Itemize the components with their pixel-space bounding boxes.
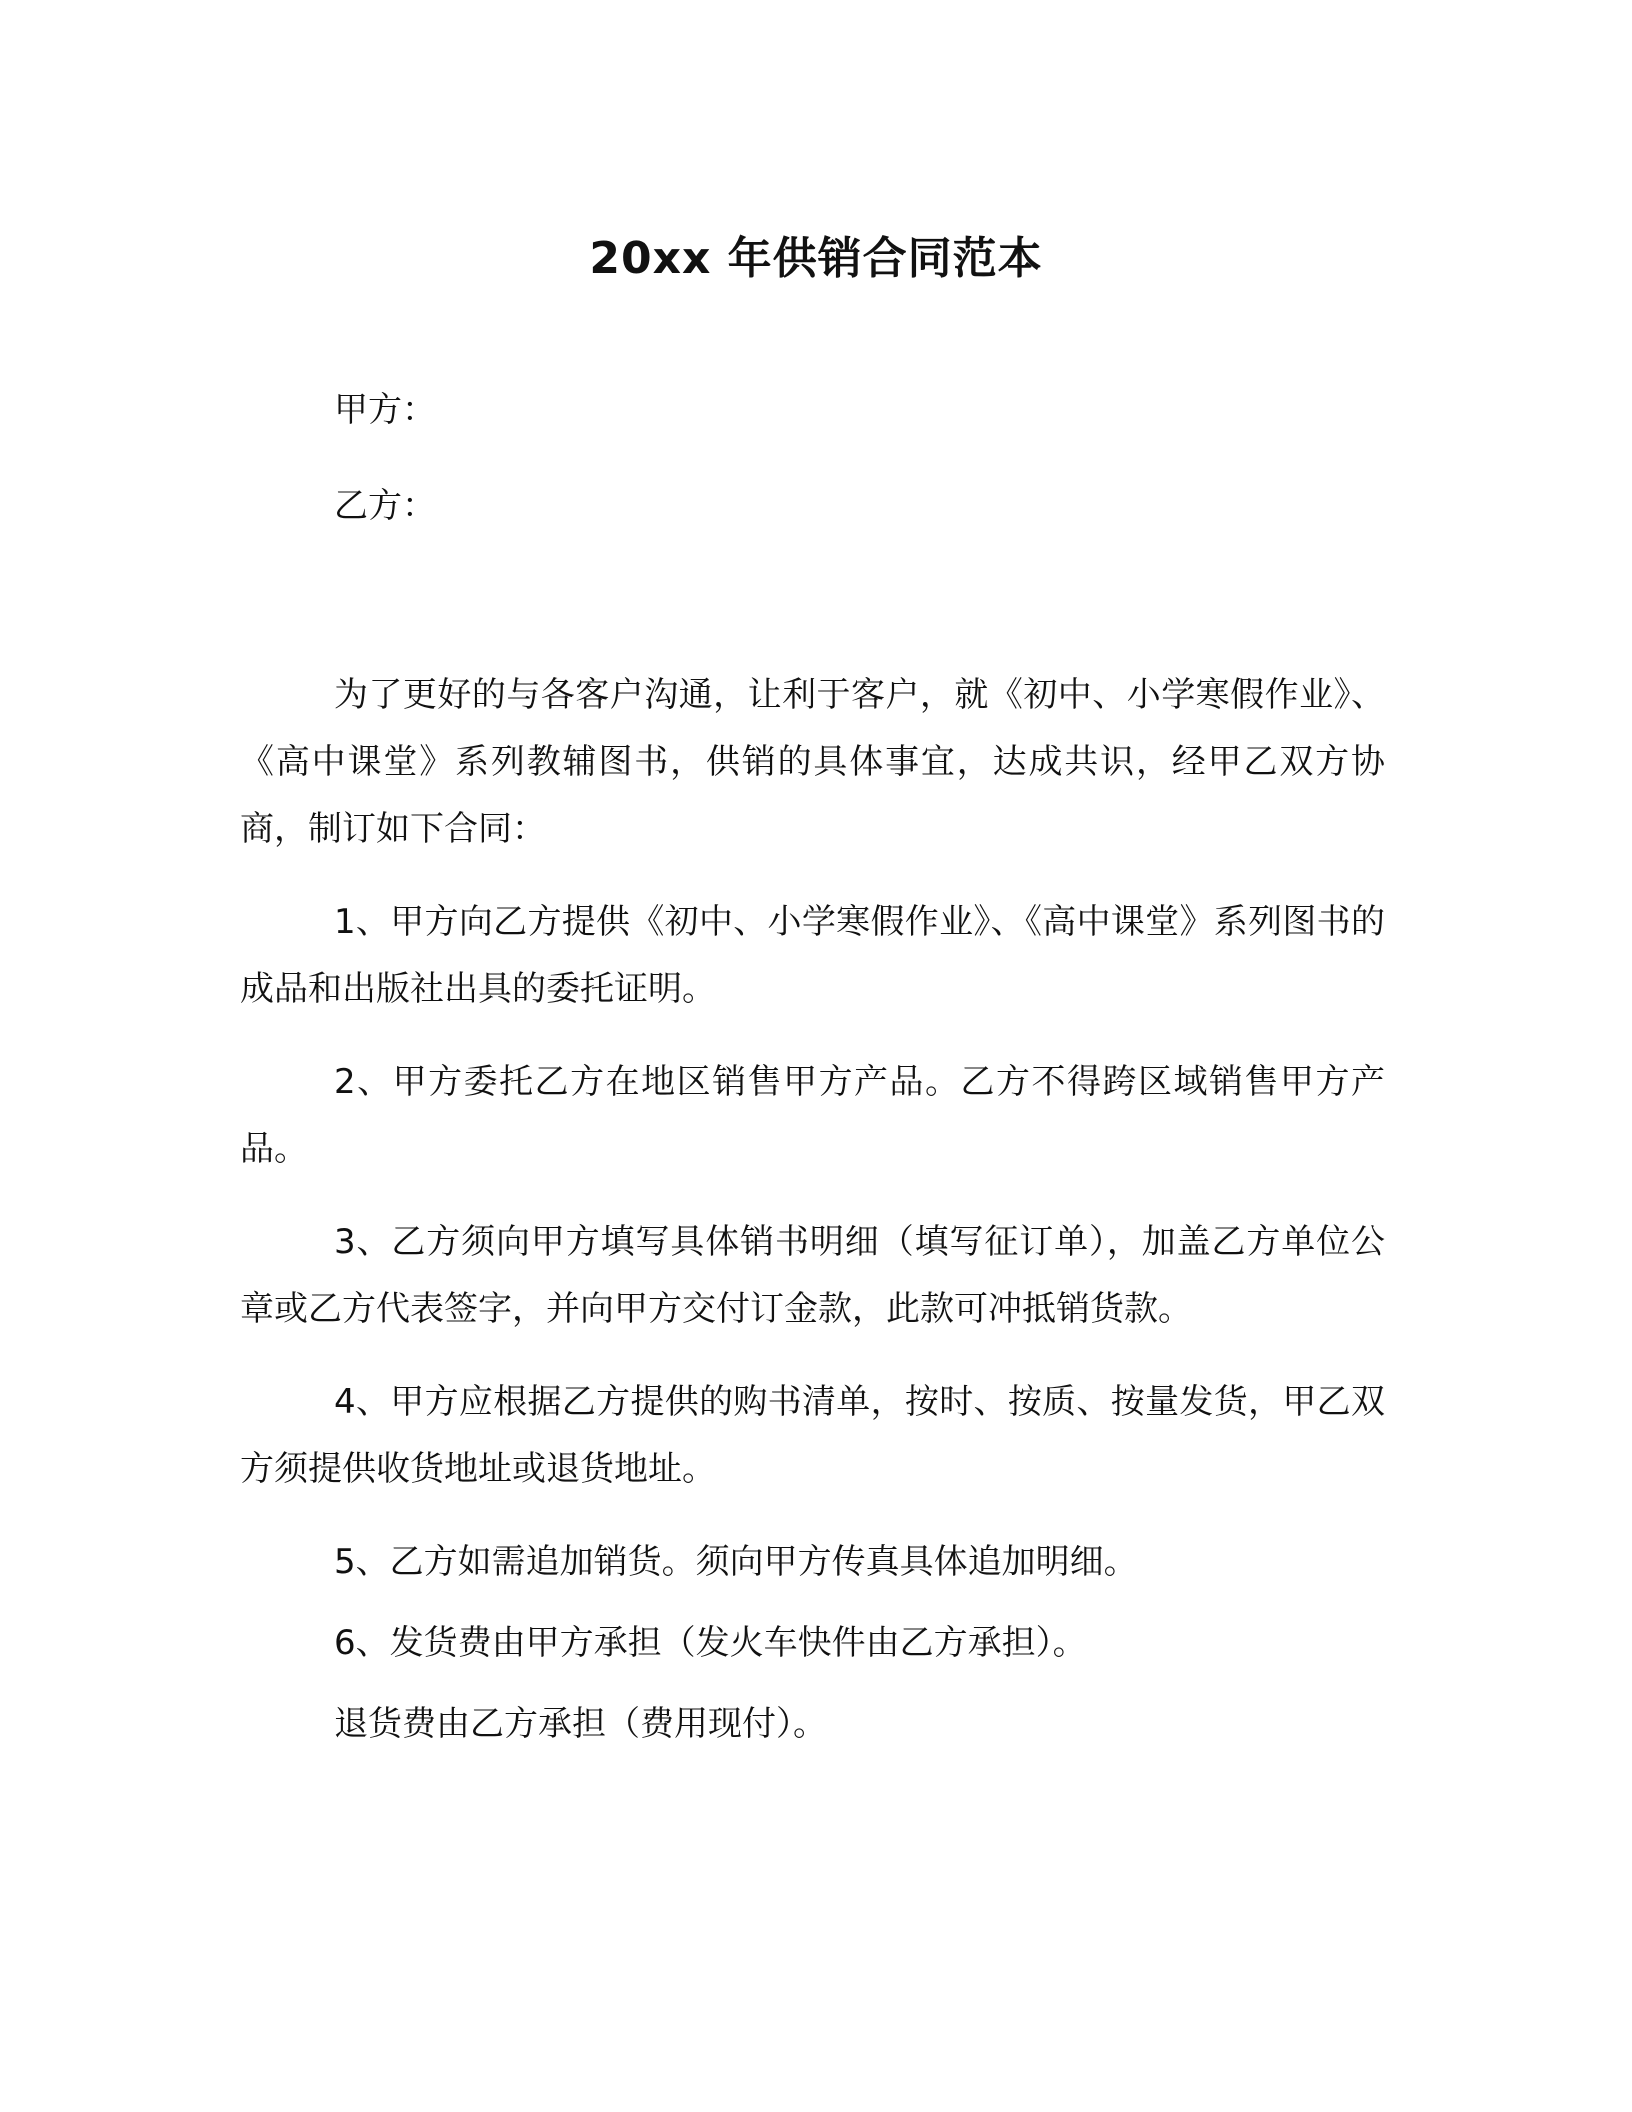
party-a-label: 甲方： [334,390,436,430]
clause-5: 5、乙方如需追加销货。须向甲方传真具体追加明细。 [334,1542,1138,1582]
clause-4: 4、甲方应根据乙方提供的购书清单，按时、按质、按量发货，甲乙双方须提供收货地址或退货地址。 [240,1382,1385,1489]
contract-body [240,662,1385,1784]
return-cost-paragraph: 退货费由乙方承担（费用现付）。 [334,1704,827,1744]
party-b-label: 乙方： [334,486,436,526]
clause-6: 6、发货费由甲方承担（发火车快件由乙方承担）。 [334,1623,1087,1663]
clause-1: 1、甲方向乙方提供《初中、小学寒假作业》、《高中课堂》系列图书的成品和出版社出具的委托证明。 [240,902,1385,1009]
intro-paragraph: 为了更好的与各客户沟通，让利于客户，就《初中、小学寒假作业》、《高中课堂》系列教辅图书，供销的具体事宜，达成共识，经甲乙双方协商，制订如下合同： [240,675,1385,849]
clause-3: 3、乙方须向甲方填写具体销书明细（填写征订单），加盖乙方单位公章或乙方代表签字，并向甲方交付订金款，此款可冲抵销货款。 [240,1222,1385,1329]
document-title: 20xx 年供销合同范本 [589,233,1043,284]
clause-2: 2、甲方委托乙方在地区销售甲方产品。乙方不得跨区域销售甲方产品。 [240,1062,1385,1169]
